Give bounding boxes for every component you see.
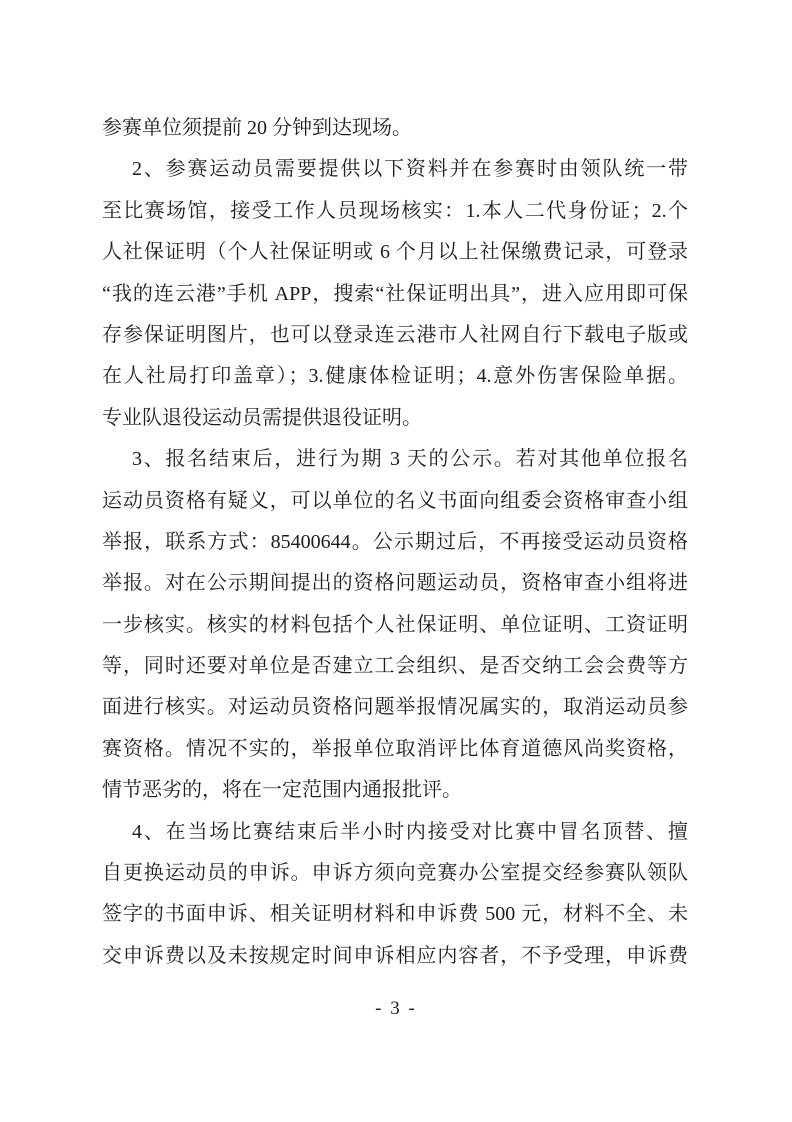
text-line: 情节恶劣的，将在一定范围内通报批评。 [102, 779, 462, 802]
text-line: 一步核实。核实的材料包括个人社保证明、单位证明、工资证明 [102, 613, 688, 636]
text-line: 面进行核实。对运动员资格问题举报情况属实的，取消运动员参 [102, 696, 688, 719]
text-line: 等，同时还要对单位是否建立工会组织、是否交纳工会会费等方 [102, 655, 688, 678]
text-line: 运动员资格有疑义，可以单位的名义书面向组委会资格审查小组 [102, 489, 688, 512]
text-line: 至比赛场馆，接受工作人员现场核实：1.本人二代身份证；2.个 [102, 199, 688, 222]
text-line: 赛资格。情况不实的，举报单位取消评比体育道德风尚奖资格， [102, 737, 688, 760]
page-footer [0, 998, 792, 1020]
text-line: 2、参赛运动员需要提供以下资料并在参赛时由领队统一带 [132, 158, 688, 181]
document-body [102, 108, 688, 977]
text-line: 举报。对在公示期间提出的资格问题运动员，资格审查小组将进 [102, 572, 688, 595]
paragraph [102, 108, 688, 149]
text-line: 4、在当场比赛结束后半小时内接受对比赛中冒名顶替、擅 [132, 820, 688, 843]
text-line: 交申诉费以及未按规定时间申诉相应内容者，不予受理，申诉费 [102, 944, 688, 967]
text-line: 举报，联系方式：85400644。公示期过后，不再接受运动员资格 [102, 530, 688, 553]
text-line: 签字的书面申诉、相关证明材料和申诉费 500 元，材料不全、未 [102, 903, 688, 926]
text-line: 专业队退役运动员需提供退役证明。 [102, 406, 422, 429]
text-line: 人社保证明（个人社保证明或 6 个月以上社保缴费记录，可登录 [102, 241, 688, 264]
text-line: 在人社局打印盖章）；3.健康体检证明；4.意外伤害保险单据。 [102, 365, 688, 388]
text-line: 参赛单位须提前 20 分钟到达现场。 [102, 117, 412, 139]
text-line: “我的连云港”手机 APP，搜索“社保证明出具”，进入应用即可保 [102, 282, 688, 305]
paragraph [102, 439, 688, 812]
text-line: 存参保证明图片，也可以登录连云港市人社网自行下载电子版或 [102, 323, 688, 346]
text-line: 自更换运动员的申诉。申诉方须向竞赛办公室提交经参赛队领队 [102, 862, 688, 885]
text-line: 3、报名结束后，进行为期 3 天的公示。若对其他单位报名 [132, 448, 688, 471]
page-number: - 3 - [375, 998, 417, 1019]
paragraph [102, 149, 688, 439]
paragraph [102, 812, 688, 978]
